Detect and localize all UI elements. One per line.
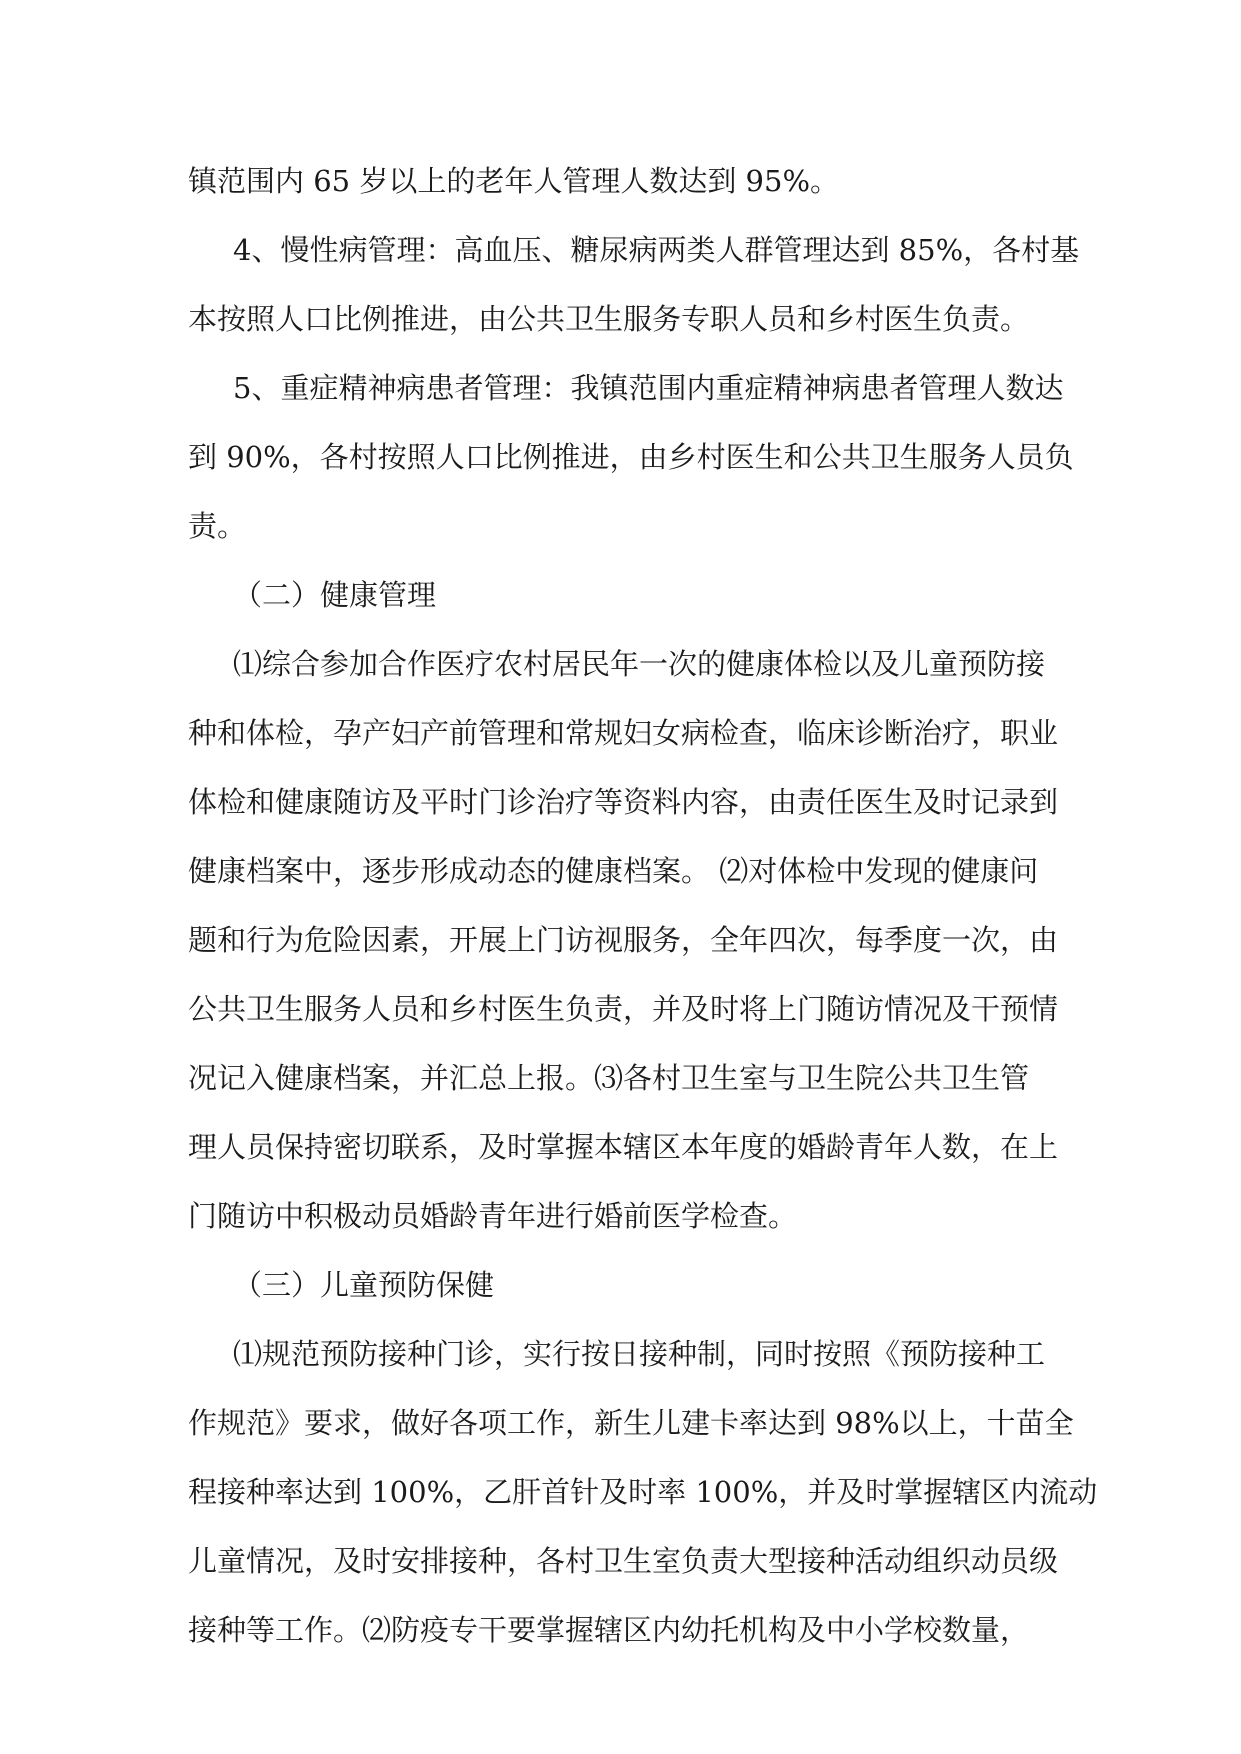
text-line: 程接种率达到 100%，乙肝首针及时率 100%，并及时掌握辖区内流动 <box>188 1475 1098 1509</box>
text-line: ⑴规范预防接种门诊，实行按日接种制，同时按照《预防接种工 <box>233 1337 1046 1371</box>
text-line: 门随访中积极动员婚龄青年进行婚前医学检查。 <box>188 1199 798 1233</box>
text-line: 本按照人口比例推进，由公共卫生服务专职人员和乡村医生负责。 <box>188 302 1030 336</box>
text-line: 接种等工作。⑵防疫专干要掌握辖区内幼托机构及中小学校数量， <box>188 1613 1030 1647</box>
text-line: 况记入健康档案，并汇总上报。⑶各村卫生室与卫生院公共卫生管 <box>188 1061 1030 1095</box>
text-line: ⑴综合参加合作医疗农村居民年一次的健康体检以及儿童预防接 <box>233 647 1046 681</box>
text-line: 5、重症精神病患者管理：我镇范围内重症精神病患者管理人数达 <box>233 371 1064 405</box>
section-heading: （三）儿童预防保健 <box>233 1268 495 1302</box>
text-line: 理人员保持密切联系，及时掌握本辖区本年度的婚龄青年人数，在上 <box>188 1130 1059 1164</box>
text-line: 儿童情况，及时安排接种，各村卫生室负责大型接种活动组织动员级 <box>188 1544 1059 1578</box>
text-line: 公共卫生服务人员和乡村医生负责，并及时将上门随访情况及干预情 <box>188 992 1059 1026</box>
text-line: 镇范围内 65 岁以上的老年人管理人数达到 95%。 <box>188 164 840 198</box>
text-line: 责。 <box>188 509 247 543</box>
text-line: 种和体检，孕产妇产前管理和常规妇女病检查，临床诊断治疗，职业 <box>188 716 1059 750</box>
text-line: 健康档案中，逐步形成动态的健康档案。 ⑵对体检中发现的健康问 <box>188 854 1039 888</box>
text-line: 题和行为危险因素，开展上门访视服务，全年四次，每季度一次，由 <box>188 923 1059 957</box>
text-line: 体检和健康随访及平时门诊治疗等资料内容，由责任医生及时记录到 <box>188 785 1059 819</box>
text-line: 到 90%，各村按照人口比例推进，由乡村医生和公共卫生服务人员负 <box>188 440 1074 474</box>
text-line: 4、慢性病管理：高血压、糖尿病两类人群管理达到 85%，各村基 <box>233 233 1080 267</box>
section-heading: （二）健康管理 <box>233 578 437 612</box>
text-line: 作规范》要求，做好各项工作，新生儿建卡率达到 98%以上，十苗全 <box>188 1406 1074 1440</box>
